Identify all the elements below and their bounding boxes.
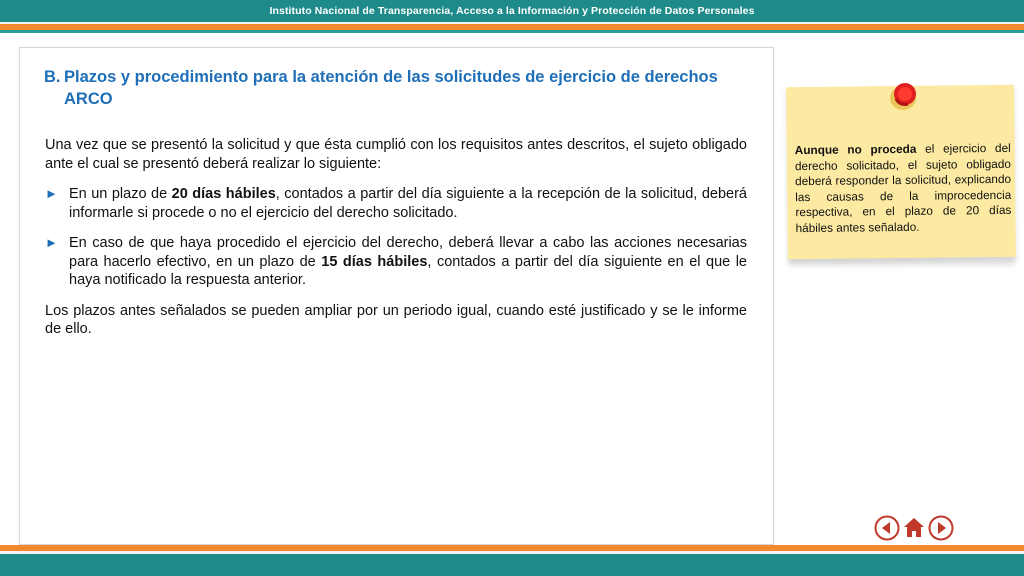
- bullet2-pre: En caso de que haya procedido el ejercicio del derecho, deberá llevar a cabo las acciones necesarias para hacerlo efectivo, en un plazo de: [69, 235, 747, 270]
- header-title: Instituto Nacional de Transparencia, Acceso a la Información y Protección de Datos Personales: [269, 5, 755, 17]
- note-body: el ejercicio del derecho solicitado, el sujeto obligado deberá responder la solicitud, explicando las causas de la improcedencia respectiva, en el plazo de 20 días hábiles antes señalado.: [794, 140, 1012, 235]
- bullet2-post: , contados a partir del día siguiente en el que le haya notificado la respuesta anterior.: [69, 253, 747, 288]
- bullet1-bold: 20 días hábiles: [171, 186, 276, 202]
- section-letter: B.: [44, 68, 61, 86]
- content-body: [45, 136, 747, 351]
- arrow-right-icon: ►: [45, 186, 58, 201]
- header-teal-stripe: [0, 30, 1024, 33]
- section-heading: [44, 66, 748, 110]
- arrow-right-icon: ►: [45, 235, 58, 250]
- section-title: Plazos y procedimiento para la atención de las solicitudes de ejercicio de derechos ARCO: [64, 68, 718, 108]
- footer-bar: [0, 554, 1024, 576]
- list-item: [45, 185, 747, 222]
- list-item: [45, 234, 747, 290]
- pushpin-icon: [886, 79, 920, 113]
- bullet1-post: , contados a partir del día siguiente a la recepción de la solicitud, deberá informarle si procede o no el ejercicio del derecho solicitado.: [69, 186, 747, 221]
- next-button[interactable]: [928, 515, 954, 541]
- bullet2-bold: 15 días hábiles: [321, 253, 428, 270]
- header-bar: [0, 0, 1024, 22]
- note-text: [795, 141, 1012, 236]
- bullet1-pre: En un plazo de: [69, 186, 172, 202]
- home-icon: [904, 518, 924, 537]
- prev-button[interactable]: [874, 515, 900, 541]
- closing-paragraph: Los plazos antes señalados se pueden ampliar por un periodo igual, cuando esté justificado y se le informe de ello.: [45, 302, 747, 337]
- note-bold: Aunque no proceda: [794, 141, 917, 158]
- intro-paragraph: Una vez que se presentó la solicitud y que ésta cumplió con los requisitos antes descritos, el sujeto obligado ante el cual se presentó deberá realizar lo siguiente:: [45, 137, 747, 172]
- home-button[interactable]: [901, 515, 927, 541]
